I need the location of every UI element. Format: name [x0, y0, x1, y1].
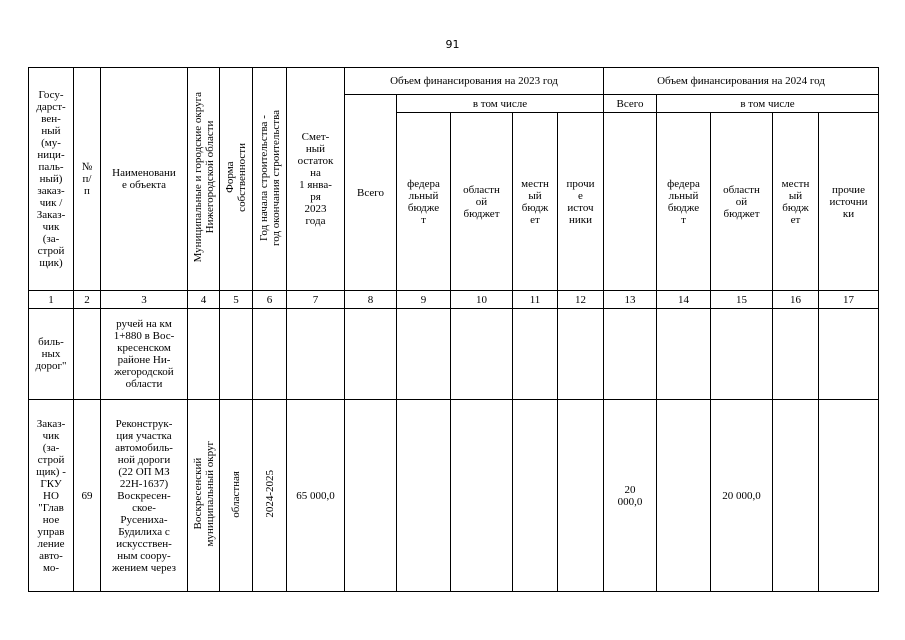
- cell-value: [773, 309, 819, 400]
- header-total-2024: Всего: [604, 95, 657, 113]
- table-row: [29, 309, 879, 400]
- cell-value: [451, 309, 513, 400]
- header-total-2023: Всего: [345, 95, 397, 291]
- cell-customer: биль- ных дорог": [29, 309, 74, 400]
- cell-value: [345, 400, 397, 592]
- column-number: 3: [101, 291, 188, 309]
- cell-value: [819, 309, 879, 400]
- cell-value: [513, 309, 558, 400]
- header-financing-2024: Объем финансирования на 2024 год: [604, 68, 879, 95]
- header-other-2024: прочие источни ки: [819, 113, 879, 291]
- header-local-2024: местн ый бюдж ет: [773, 113, 819, 291]
- cell-value: [451, 400, 513, 592]
- cell-balance: [287, 309, 345, 400]
- cell-number: [74, 309, 101, 400]
- column-number: 17: [819, 291, 879, 309]
- column-numbers-row: [29, 291, 879, 309]
- header-regional-2024: областн ой бюджет: [711, 113, 773, 291]
- financing-table: [28, 67, 879, 592]
- cell-value: [657, 400, 711, 592]
- cell-value: [558, 309, 604, 400]
- header-other-2023: прочи е источ ники: [558, 113, 604, 291]
- column-number: 6: [253, 291, 287, 309]
- header-district: Муниципальные и городские округа Нижегородской области: [188, 68, 220, 291]
- cell-district: Воскресенский муниципальный округ: [188, 400, 220, 592]
- page-number: 91: [445, 38, 460, 51]
- header-regional-2023: областн ой бюджет: [451, 113, 513, 291]
- cell-value: [773, 400, 819, 592]
- column-number: 1: [29, 291, 74, 309]
- cell-value: [604, 309, 657, 400]
- column-number: 15: [711, 291, 773, 309]
- header-federal-2023: федера льный бюдже т: [397, 113, 451, 291]
- header-total-2024-body: [604, 113, 657, 291]
- table-row: [29, 400, 879, 592]
- cell-district: [188, 309, 220, 400]
- header-including-2023: в том числе: [397, 95, 604, 113]
- cell-years: 2024-2025: [253, 400, 287, 592]
- cell-value: [711, 309, 773, 400]
- column-number: 13: [604, 291, 657, 309]
- cell-number: 69: [74, 400, 101, 592]
- cell-years: [253, 309, 287, 400]
- cell-value: [513, 400, 558, 592]
- column-number: 5: [220, 291, 253, 309]
- cell-balance: 65 000,0: [287, 400, 345, 592]
- cell-ownership: [220, 309, 253, 400]
- header-ownership: Форма собственности: [220, 68, 253, 291]
- cell-object-name: ручей на км 1+880 в Вос- кресенском районе Ни- жегородской области: [101, 309, 188, 400]
- cell-value: [397, 309, 451, 400]
- header-estimated-balance: Смет- ный остаток на 1 янва- ря 2023 года: [287, 68, 345, 291]
- column-number: 11: [513, 291, 558, 309]
- cell-value: [397, 400, 451, 592]
- header-customer: Госу- дарст- вен- ный (му- ници- паль- ный) заказ- чик / Заказ- чик (за- строй щик): [29, 68, 74, 291]
- cell-ownership: областная: [220, 400, 253, 592]
- column-number: 10: [451, 291, 513, 309]
- cell-value: [345, 309, 397, 400]
- cell-value: [558, 400, 604, 592]
- column-number: 9: [397, 291, 451, 309]
- header-object-name: Наименовани е объекта: [101, 68, 188, 291]
- header-federal-2024: федера льный бюдже т: [657, 113, 711, 291]
- cell-value: 20 000,0: [711, 400, 773, 592]
- column-number: 2: [74, 291, 101, 309]
- header-years: Год начала строительства - год окончания строительства: [253, 68, 287, 291]
- cell-value: 20 000,0: [604, 400, 657, 592]
- header-local-2023: местн ый бюдж ет: [513, 113, 558, 291]
- column-number: 7: [287, 291, 345, 309]
- cell-value: [819, 400, 879, 592]
- column-number: 14: [657, 291, 711, 309]
- column-number: 8: [345, 291, 397, 309]
- column-number: 4: [188, 291, 220, 309]
- column-number: 12: [558, 291, 604, 309]
- cell-customer: Заказ- чик (за- строй щик) - ГКУ НО "Глав ное управ ление авто- мо-: [29, 400, 74, 592]
- header-number: № п/ п: [74, 68, 101, 291]
- cell-value: [657, 309, 711, 400]
- cell-object-name: Реконструк- ция участка автомобиль- ной дороги (22 ОП МЗ 22Н-1637) Воскресен- ское- Русениха- Будилиха с искусствен- ным соору- жением через: [101, 400, 188, 592]
- header-including-2024: в том числе: [657, 95, 879, 113]
- column-number: 16: [773, 291, 819, 309]
- header-financing-2023: Объем финансирования на 2023 год: [345, 68, 604, 95]
